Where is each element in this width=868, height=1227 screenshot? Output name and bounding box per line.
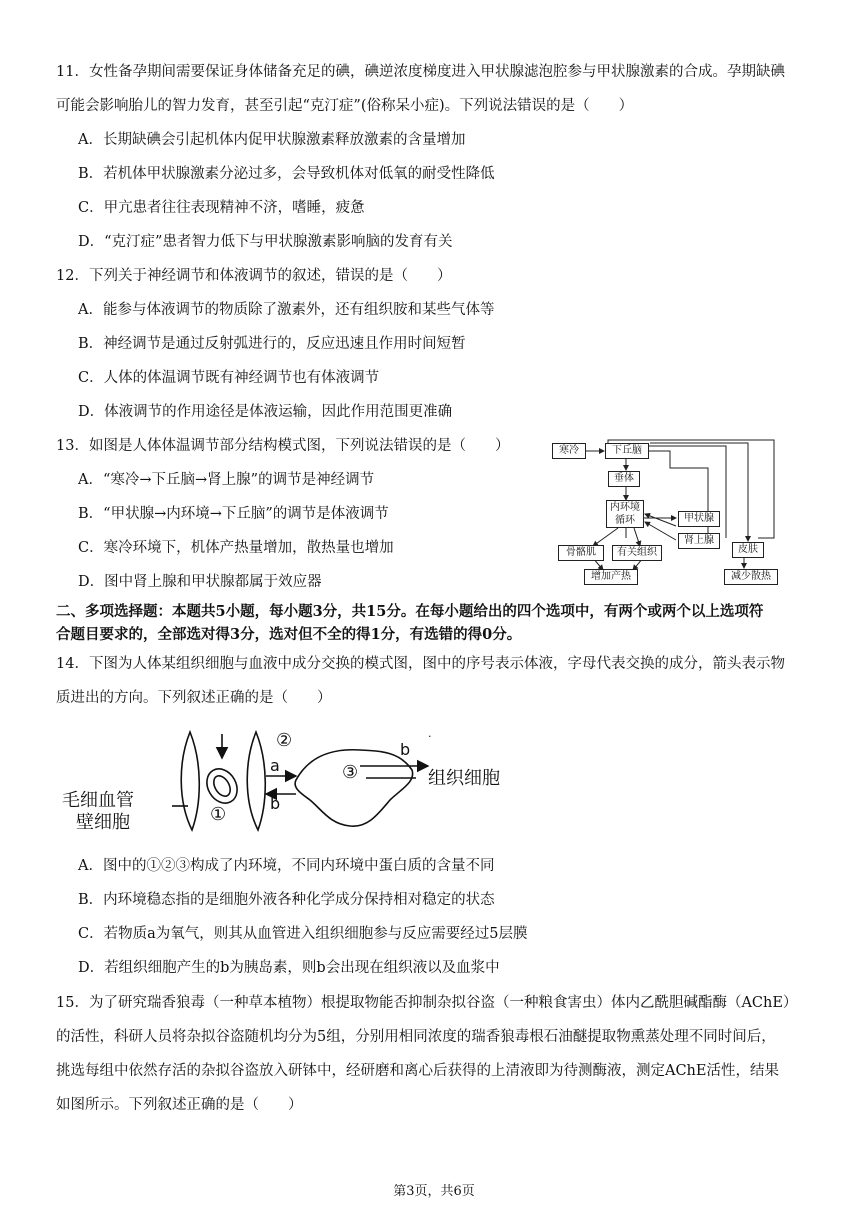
cold-box: 寒冷 <box>552 443 586 459</box>
q11-option-b: B．若机体甲状腺激素分泌过多，会导致机体对低氧的耐受性降低 <box>78 166 495 182</box>
skin-box: 皮肤 <box>732 542 764 558</box>
internal-env-line2: 循环 <box>615 515 635 526</box>
svg-text:·: · <box>428 730 432 743</box>
q12-option-b: B．神经调节是通过反射弧进行的，反应迅速且作用时间短暂 <box>78 336 466 352</box>
tissue-cell-label: 组织细胞 <box>428 768 500 789</box>
adrenal-box: 肾上腺 <box>678 533 720 549</box>
hypothalamus-box: 下丘脑 <box>605 443 649 459</box>
q14-option-a: A．图中的①②③构成了内环境，不同内环境中蛋白质的含量不同 <box>78 858 495 874</box>
capillary-wall-label <box>62 790 134 834</box>
internal-environment-box <box>606 500 644 528</box>
q15-line1: 15．为了研究瑞香狼毒（一种草本植物）根提取物能否抑制杂拟谷盗（一种粮食害虫）体内乙酰胆碱酯酶（AChE） <box>56 995 798 1011</box>
q11-option-d: D．“克汀症”患者智力低下与甲状腺激素影响脑的发育有关 <box>78 234 453 250</box>
related-tissue-box: 有关组织 <box>612 545 662 561</box>
q14-stem-line2: 质进出的方向。下列叙述正确的是（ ） <box>56 690 332 706</box>
page-number-footer: 第3页，共6页 <box>393 1184 475 1199</box>
q14-option-b: B．内环境稳态指的是细胞外液各种化学成分保持相对稳定的状态 <box>78 892 495 908</box>
label-2: ② <box>276 730 293 751</box>
thermoregulation-diagram <box>548 438 788 586</box>
q14-option-d: D．若组织细胞产生的b为胰岛素，则b会出现在组织液以及血浆中 <box>78 960 500 976</box>
q12-stem: 12．下列关于神经调节和体液调节的叙述，错误的是（ ） <box>56 268 452 284</box>
q12-option-d: D．体液调节的作用途径是体液运输，因此作用范围更准确 <box>78 404 453 420</box>
internal-env-line1: 内环境 <box>610 502 640 513</box>
q11-option-a: A．长期缺碘会引起机体内促甲状腺激素释放激素的含量增加 <box>78 132 466 148</box>
q13-stem: 13．如图是人体体温调节部分结构模式图，下列说法错误的是（ ） <box>56 438 510 454</box>
section2-heading-line2: 合题目要求的，全部选对得3分，选对但不全的得1分，有选错的得0分。 <box>56 626 522 643</box>
q13-option-a: A．“寒冷→下丘脑→肾上腺”的调节是神经调节 <box>78 472 375 488</box>
heat-increase-box: 增加产热 <box>584 569 638 585</box>
label-b-left: b <box>270 794 281 813</box>
q14-stem-line1: 14．下图为人体某组织细胞与血液中成分交换的模式图，图中的序号表示体液，字母代表交换的成分，箭头表示物 <box>56 656 785 672</box>
diagram-arrows <box>548 438 788 586</box>
q13-option-d: D．图中肾上腺和甲状腺都属于效应器 <box>78 574 322 590</box>
q14-option-c: C．若物质a为氧气，则其从血管进入组织细胞参与反应需要经过5层膜 <box>78 926 528 942</box>
q11-option-c: C．甲亢患者往往表现精神不济，嗜睡，疲惫 <box>78 200 365 216</box>
capillary-wall-label-line1: 毛细血管 <box>62 790 134 811</box>
q15-line2: 的活性，科研人员将杂拟谷盗随机均分为5组，分别用相同浓度的瑞香狼毒根石油醚提取物熏蒸处理不同时间后， <box>56 1029 776 1045</box>
tissue-exchange-diagram <box>60 722 530 840</box>
q11-stem-line2: 可能会影响胎儿的智力发育，甚至引起“克汀症”(俗称呆小症)。下列说法错误的是（ ） <box>56 98 634 114</box>
skeletal-muscle-box: 骨骼肌 <box>558 545 604 561</box>
label-a: a <box>270 756 280 775</box>
q12-option-c: C．人体的体温调节既有神经调节也有体液调节 <box>78 370 380 386</box>
heat-loss-decrease-box: 减少散热 <box>724 569 778 585</box>
thyroid-box: 甲状腺 <box>678 511 720 527</box>
q12-option-a: A．能参与体液调节的物质除了激素外，还有组织胺和某些气体等 <box>78 302 495 318</box>
q15-line3: 挑选每组中依然存活的杂拟谷盗放入研钵中，经研磨和离心后获得的上清液即为待测酶液，测定AChE活性，结果 <box>56 1063 779 1079</box>
pituitary-box: 垂体 <box>608 471 640 487</box>
label-3: ③ <box>342 762 359 783</box>
capillary-wall-label-line2: 壁细胞 <box>76 812 130 833</box>
q13-option-b: B．“甲状腺→内环境→下丘脑”的调节是体液调节 <box>78 506 389 522</box>
q11-stem-line1: 11．女性备孕期间需要保证身体储备充足的碘，碘逆浓度梯度进入甲状腺滤泡腔参与甲状腺激素的合成。孕期缺碘 <box>56 64 785 80</box>
section2-heading-line1: 二、多项选择题：本题共5小题，每小题3分，共15分。在每小题给出的四个选项中，有两个或两个以上选项符 <box>56 603 764 620</box>
q15-line4: 如图所示。下列叙述正确的是（ ） <box>56 1097 303 1113</box>
label-b-right: b <box>400 740 411 759</box>
q13-option-c: C．寒冷环境下，机体产热量增加，散热量也增加 <box>78 540 394 556</box>
label-1: ① <box>210 804 227 825</box>
